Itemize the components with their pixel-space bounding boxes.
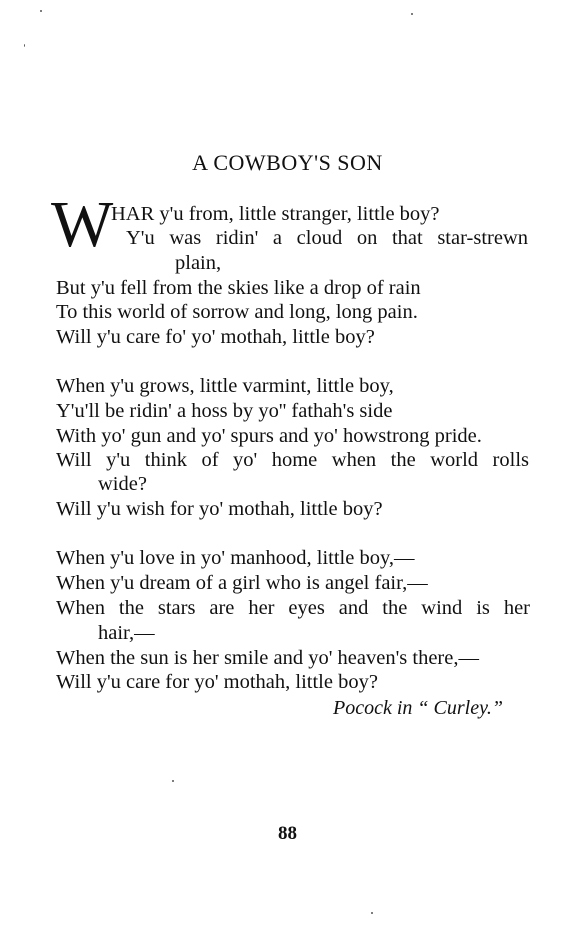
- poem-line: Will y'u wish for yo' mothah, little boy?: [56, 498, 383, 520]
- poem-title: A COWBOY'S SON: [192, 150, 383, 175]
- scan-speck: [40, 10, 42, 12]
- poem-line: But y'u fell from the skies like a drop of rain: [56, 277, 421, 299]
- poem-line: Will y'u think of yo' home when the world rolls: [56, 449, 529, 471]
- poem-line: Will y'u care for yo' mothah, little boy?: [56, 671, 378, 693]
- poem-line: Y'u was ridin' a cloud on that star-strewn: [126, 227, 528, 249]
- scan-speck: [172, 780, 174, 782]
- poem-line: HAR y'u from, little stranger, little boy?: [111, 203, 440, 225]
- poem-attribution: Pocock in “ Curley.”: [333, 697, 503, 719]
- poem-line: When y'u dream of a girl who is angel fair,—: [56, 572, 428, 594]
- poem-line: When y'u grows, little varmint, little boy,: [56, 375, 394, 397]
- poem-line: When the stars are her eyes and the wind is her: [56, 597, 530, 619]
- poem-line: With yo' gun and yo' spurs and yo' howstrong pride.: [56, 425, 482, 447]
- scan-speck: [24, 44, 25, 47]
- scan-speck: [371, 912, 373, 914]
- poem-line: Y'u'll be ridin' a hoss by yo'' fathah's side: [56, 400, 393, 422]
- poem-line: When the sun is her smile and yo' heaven's there,—: [56, 647, 479, 669]
- poem-line: When y'u love in yo' manhood, little boy,—: [56, 547, 415, 569]
- drop-cap: W: [51, 188, 114, 261]
- poem-line-continuation: plain,: [175, 252, 222, 274]
- poem-line: Will y'u care fo' yo' mothah, little boy?: [56, 326, 375, 348]
- poem-line-continuation: wide?: [98, 473, 147, 495]
- scan-speck: [411, 13, 413, 15]
- poem-line: To this world of sorrow and long, long pain.: [56, 301, 418, 323]
- page-number: 88: [278, 823, 297, 844]
- poem-line-continuation: hair,—: [98, 622, 155, 644]
